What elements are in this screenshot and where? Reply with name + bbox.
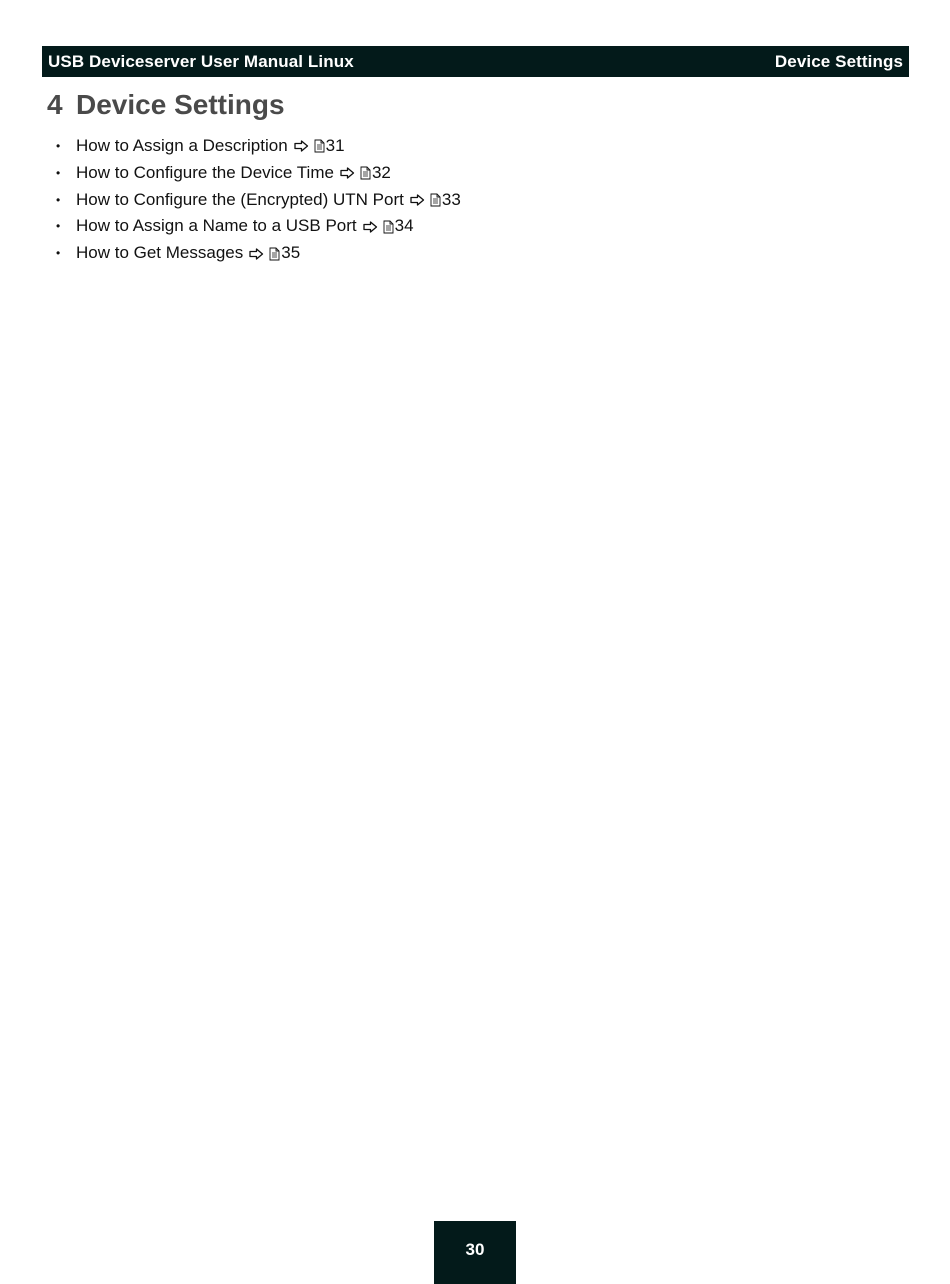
toc-link-text[interactable]: How to Assign a Name to a USB Port	[76, 216, 357, 236]
bullet-icon: •	[56, 165, 61, 180]
list-item	[54, 187, 461, 214]
arrow-right-outline-icon	[410, 194, 425, 206]
running-header	[42, 46, 909, 77]
list-item	[54, 213, 461, 240]
list-item	[54, 160, 461, 187]
document-page-icon	[314, 139, 325, 153]
page-number-box	[434, 1221, 516, 1284]
chapter-number: 4	[47, 89, 63, 120]
bullet-icon: •	[56, 192, 61, 207]
bullet-icon: •	[56, 219, 61, 234]
document-page-icon	[269, 247, 280, 261]
toc-link-text[interactable]: How to Configure the Device Time	[76, 162, 334, 182]
page-number: 30	[465, 1240, 485, 1259]
list-item	[54, 240, 461, 267]
arrow-right-outline-icon	[294, 140, 309, 152]
arrow-right-outline-icon	[363, 221, 378, 233]
toc-link-text[interactable]: How to Configure the (Encrypted) UTN Port	[76, 189, 404, 209]
document-page-icon	[383, 220, 394, 234]
document-page-icon	[360, 166, 371, 180]
bullet-icon: •	[56, 139, 61, 153]
header-section-title: Device Settings	[774, 51, 903, 71]
bullet-icon: •	[56, 246, 61, 261]
chapter-contents-list	[54, 133, 461, 267]
arrow-right-outline-icon	[340, 167, 355, 179]
header-manual-title: USB Deviceserver User Manual Linux	[48, 51, 354, 71]
toc-link-text[interactable]: How to Assign a Description	[76, 136, 288, 155]
toc-link-text[interactable]: How to Get Messages	[76, 243, 244, 263]
chapter-heading	[47, 86, 285, 124]
list-item	[54, 133, 461, 160]
page-reference[interactable]: 35	[281, 243, 301, 263]
document-page-icon	[430, 193, 441, 207]
page-reference[interactable]: 34	[394, 216, 414, 236]
page-reference[interactable]: 33	[441, 189, 461, 209]
chapter-title: Device Settings	[76, 89, 285, 120]
page-reference[interactable]: 31	[325, 136, 345, 155]
arrow-right-outline-icon	[249, 248, 264, 260]
page-reference[interactable]: 32	[371, 162, 391, 182]
